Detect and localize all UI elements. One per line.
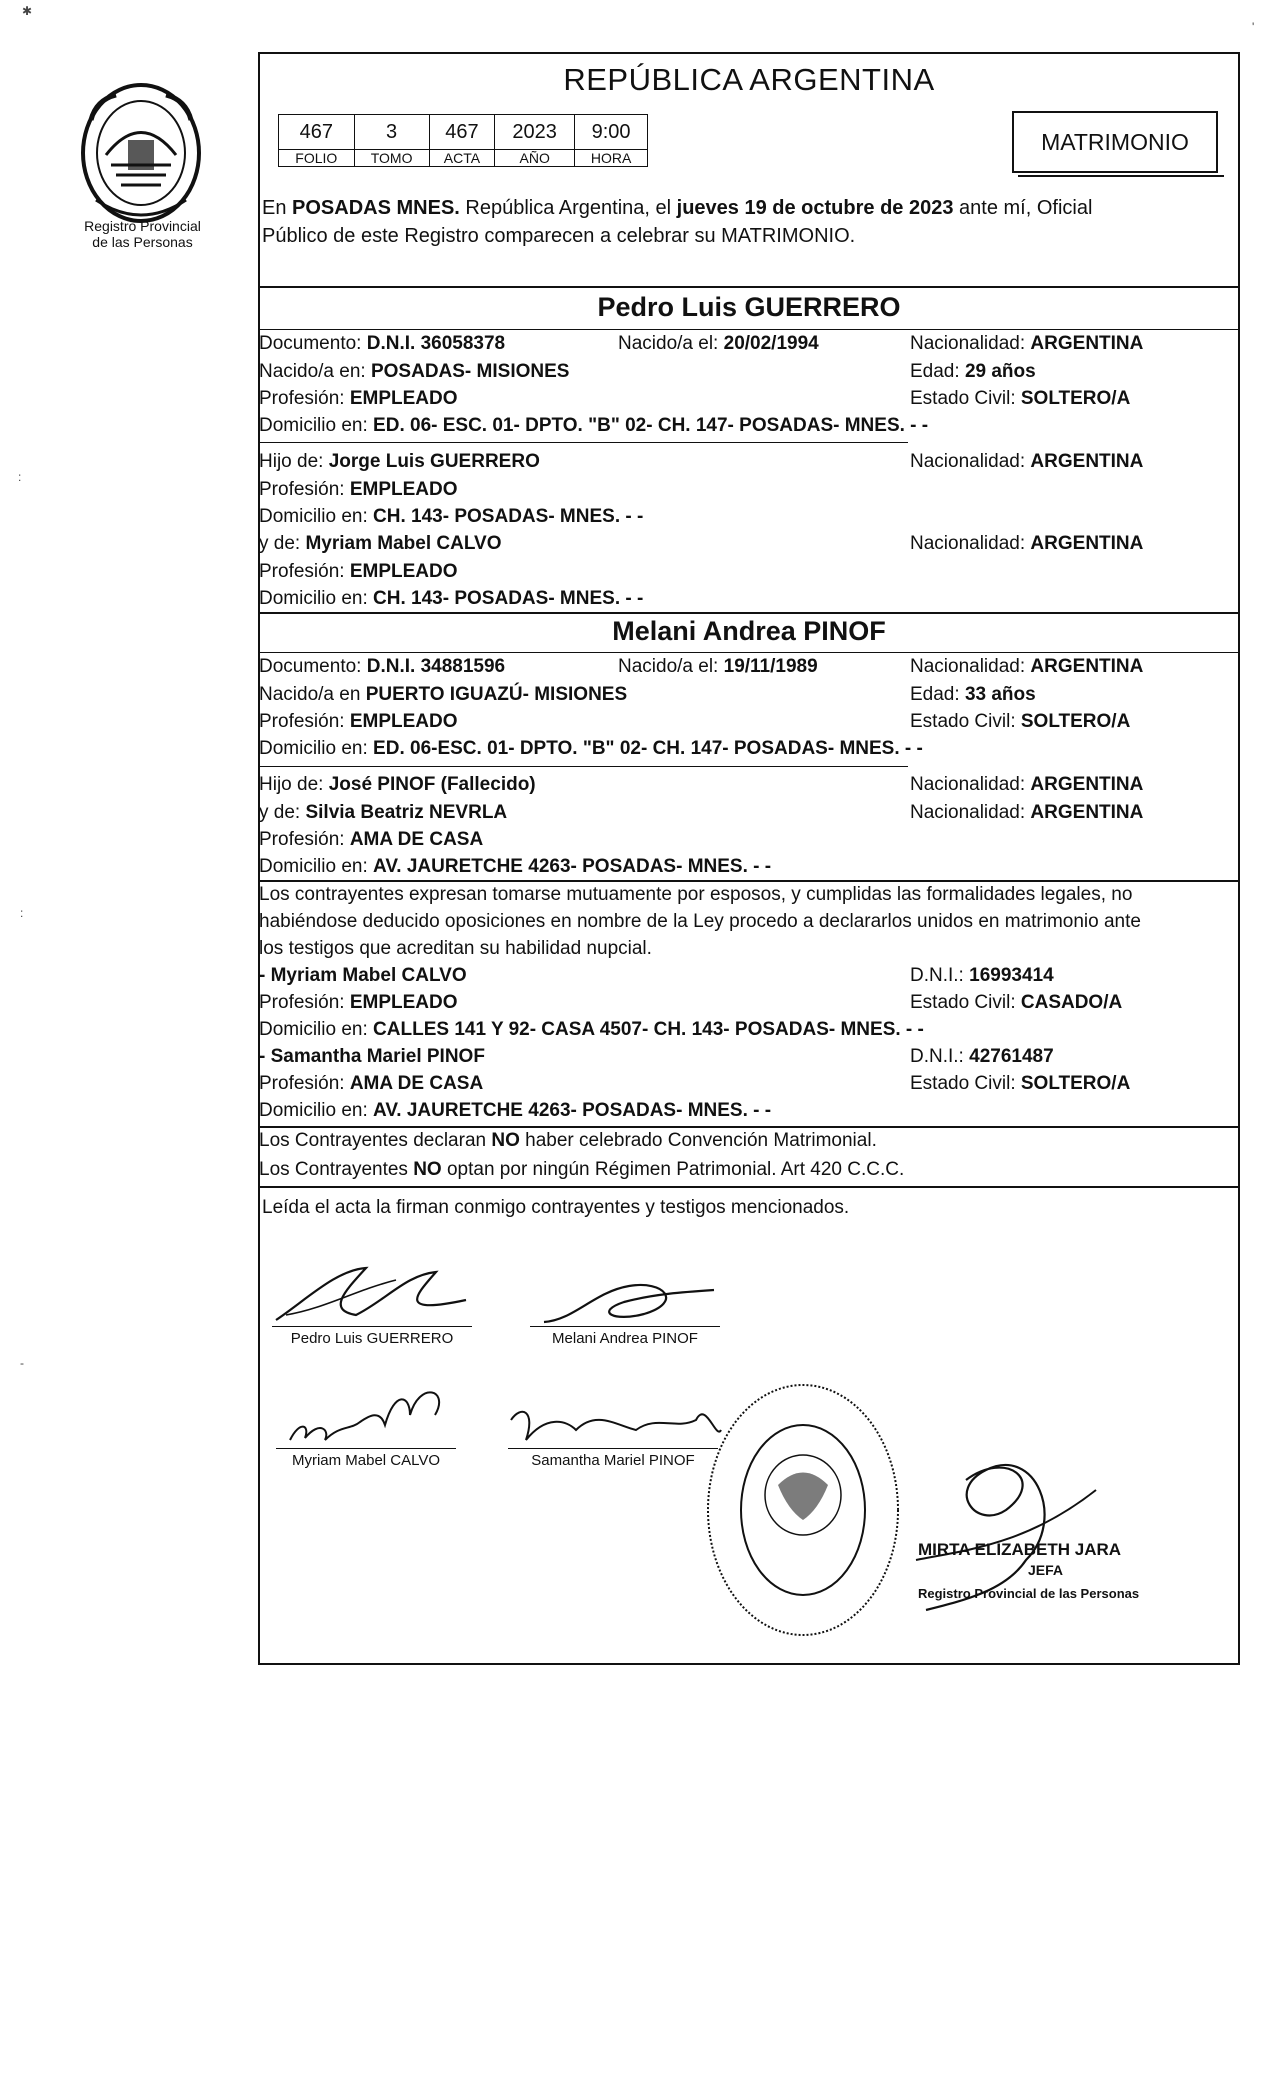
- value: ARGENTINA: [1030, 533, 1144, 554]
- bride-nationality: [910, 655, 1143, 679]
- declaration-line3: los testigos que acreditan su habilidad nupcial.: [259, 938, 652, 959]
- scan-speck: ': [1252, 20, 1255, 34]
- bride-signature: [534, 1272, 734, 1337]
- intro-line1: [262, 194, 1238, 222]
- label: Hijo de:: [259, 774, 329, 795]
- scan-speck: -: [20, 1356, 24, 1370]
- value: 16993414: [969, 965, 1054, 986]
- scan-speck: ✱: [22, 4, 33, 18]
- bride-birthplace: [259, 683, 627, 707]
- value: ARGENTINA: [1030, 774, 1144, 795]
- value: ARGENTINA: [1030, 333, 1144, 354]
- witness2-dni: [910, 1045, 1054, 1069]
- value: SOLTERO/A: [1020, 1073, 1131, 1094]
- label: Documento:: [259, 333, 367, 354]
- label: Nacido/a el:: [618, 656, 724, 677]
- groom-signature-name: Pedro Luis GUERRERO: [290, 1330, 454, 1347]
- convention-statement: [259, 1129, 877, 1153]
- registry-caption: [60, 218, 225, 250]
- value: 29 años: [964, 361, 1036, 382]
- signature-scribble-icon: [506, 1400, 726, 1450]
- groom-birthdate: [618, 332, 819, 356]
- value: ARGENTINA: [1030, 656, 1144, 677]
- label: Estado Civil:: [910, 992, 1021, 1013]
- value: EMPLEADO: [349, 561, 458, 582]
- groom-age: [910, 360, 1036, 384]
- declaration-line1: Los contrayentes expresan tomarse mutuamente por esposos, y cumplidas las formalidades legales, no: [259, 884, 1133, 905]
- label: Nacionalidad:: [910, 656, 1031, 677]
- label: Domicilio en:: [259, 415, 374, 436]
- registry-caption-line1: Registro Provincial: [84, 218, 201, 234]
- bride-profession: [259, 710, 458, 734]
- witness2-signature-name: Samantha Mariel PINOF: [531, 1452, 695, 1469]
- groom-mother-nationality: [910, 532, 1143, 556]
- value: EMPLEADO: [349, 479, 458, 500]
- groom-name-heading: Pedro Luis GUERRERO: [597, 292, 901, 322]
- label: Estado Civil:: [910, 711, 1021, 732]
- label: Domicilio en:: [259, 1019, 374, 1040]
- signature-scribble-icon: [270, 1370, 470, 1450]
- value: ARGENTINA: [1030, 451, 1144, 472]
- witness1-signature: [270, 1370, 470, 1455]
- label: D.N.I.:: [910, 1046, 970, 1067]
- label: Domicilio en:: [259, 588, 374, 609]
- country-title: REPÚBLICA ARGENTINA: [563, 62, 935, 97]
- intro-line2: Público de este Registro comparecen a celebrar su MATRIMONIO.: [262, 225, 856, 247]
- value: EMPLEADO: [349, 992, 458, 1013]
- groom-civil-status: [910, 387, 1130, 411]
- closing-statement: Leída el acta la firman conmigo contrayentes y testigos mencionados.: [262, 1197, 850, 1218]
- label: Hijo de:: [259, 451, 329, 472]
- label: Nacionalidad:: [910, 774, 1031, 795]
- intro-text: ante mí, Oficial: [953, 197, 1093, 219]
- province-logo: [66, 80, 216, 230]
- value: Jorge Luis GUERRERO: [328, 451, 540, 472]
- witness1-name: [259, 964, 467, 988]
- label: Profesión:: [259, 711, 350, 732]
- regime-statement: [259, 1158, 904, 1182]
- value: José PINOF (Fallecido): [328, 774, 536, 795]
- divider: [258, 880, 1240, 882]
- label: Profesión:: [259, 992, 350, 1013]
- label: Edad:: [910, 361, 965, 382]
- label: y de:: [259, 533, 306, 554]
- label: Profesión:: [259, 1073, 350, 1094]
- bride-mother-profession: [259, 828, 483, 852]
- bride-mother-nationality: [910, 801, 1143, 825]
- bride-address: [259, 737, 923, 761]
- groom-signature: [266, 1260, 476, 1335]
- intro-paragraph: [262, 194, 1238, 250]
- divider: [258, 1186, 1240, 1188]
- value: EMPLEADO: [349, 711, 458, 732]
- label: Nacionalidad:: [910, 533, 1031, 554]
- time-value: 9:00: [575, 115, 648, 150]
- bride-civil-status: [910, 710, 1130, 734]
- label: D.N.I.:: [910, 965, 970, 986]
- groom-mother-profession: [259, 560, 458, 584]
- label: Domicilio en:: [259, 856, 374, 877]
- value: Silvia Beatriz NEVRLA: [305, 802, 508, 823]
- time-label: HORA: [575, 150, 648, 167]
- groom-document: [259, 332, 505, 356]
- round-stamp-icon: [698, 1370, 908, 1650]
- text: optan por ningún Régimen Patrimonial. Art 420 C.C.C.: [441, 1159, 905, 1180]
- groom-mother: [259, 532, 502, 556]
- intro-place: POSADAS MNES.: [292, 197, 460, 219]
- value: ARGENTINA: [1030, 802, 1144, 823]
- registration-table: [278, 114, 648, 167]
- bride-mother: [259, 801, 507, 825]
- value: POSADAS- MISIONES: [370, 361, 570, 382]
- text: Los Contrayentes: [259, 1159, 414, 1180]
- groom-nationality: [910, 332, 1143, 356]
- bride-signature-name: Melani Andrea PINOF: [552, 1330, 698, 1347]
- groom-profession: [259, 387, 458, 411]
- official-office: Registro Provincial de las Personas: [918, 1586, 1140, 1601]
- official-title: JEFA: [1028, 1562, 1064, 1578]
- official-stamp: [698, 1370, 908, 1655]
- bride-father-nationality: [910, 773, 1143, 797]
- scan-speck: :: [20, 906, 24, 920]
- official-name: MIRTA ELIZABETH JARA: [918, 1540, 1122, 1559]
- intro-text: En: [262, 197, 293, 219]
- value: AMA DE CASA: [349, 829, 484, 850]
- label: Documento:: [259, 656, 367, 677]
- value: 42761487: [969, 1046, 1054, 1067]
- text: Los Contrayentes declaran: [259, 1130, 492, 1151]
- emphasis: NO: [491, 1130, 520, 1151]
- signature-line: [276, 1448, 456, 1449]
- witness1-dni: [910, 964, 1054, 988]
- folio-label: FOLIO: [279, 150, 355, 167]
- witness1-civil-status: [910, 991, 1122, 1015]
- signature-scribble-icon: [266, 1260, 476, 1330]
- witness2-profession: [259, 1072, 483, 1096]
- label: Profesión:: [259, 561, 350, 582]
- label: Nacionalidad:: [910, 333, 1031, 354]
- groom-mother-address: [259, 587, 643, 611]
- value: PUERTO IGUAZÚ- MISIONES: [365, 684, 628, 705]
- value: 20/02/1994: [723, 333, 819, 354]
- label: Profesión:: [259, 388, 350, 409]
- value: - Myriam Mabel CALVO: [259, 965, 467, 986]
- groom-father: [259, 450, 540, 474]
- value: - Samantha Mariel PINOF: [259, 1046, 485, 1067]
- value: ED. 06- ESC. 01- DPTO. "B" 02- CH. 147- POSADAS- MNES. - -: [373, 415, 929, 436]
- value: AV. JAURETCHE 4263- POSADAS- MNES. - -: [373, 856, 772, 877]
- label: Nacido/a en:: [259, 361, 371, 382]
- bride-birthdate: [618, 655, 818, 679]
- label: Profesión:: [259, 829, 350, 850]
- bride-age: [910, 683, 1036, 707]
- value: CALLES 141 Y 92- CASA 4507- CH. 143- POSADAS- MNES. - -: [373, 1019, 924, 1040]
- official-block: [918, 1540, 1139, 1604]
- value: SOLTERO/A: [1020, 711, 1131, 732]
- label: Nacionalidad:: [910, 451, 1031, 472]
- label: Profesión:: [259, 479, 350, 500]
- label: Nacido/a en: [259, 684, 366, 705]
- value: CH. 143- POSADAS- MNES. - -: [373, 588, 644, 609]
- bride-mother-address: [259, 855, 771, 879]
- value: Myriam Mabel CALVO: [305, 533, 502, 554]
- value: D.N.I. 36058378: [366, 333, 506, 354]
- signature-scribble-icon: [534, 1272, 734, 1332]
- groom-address: [259, 414, 928, 438]
- value: AMA DE CASA: [349, 1073, 484, 1094]
- signature-line: [508, 1448, 718, 1449]
- acta-value: 467: [429, 115, 495, 150]
- divider: [258, 612, 1240, 614]
- year-label: AÑO: [495, 150, 575, 167]
- divider: [258, 442, 908, 443]
- scan-speck: :: [18, 470, 22, 484]
- registry-caption-line2: de las Personas: [92, 234, 193, 250]
- value: CASADO/A: [1020, 992, 1123, 1013]
- groom-father-profession: [259, 478, 458, 502]
- groom-father-nationality: [910, 450, 1143, 474]
- divider: [258, 652, 1240, 653]
- bride-father: [259, 773, 536, 797]
- witness1-signature-name: Myriam Mabel CALVO: [291, 1452, 441, 1469]
- bride-name-heading: Melani Andrea PINOF: [612, 616, 886, 646]
- signature-line: [272, 1326, 472, 1327]
- emphasis: NO: [413, 1159, 442, 1180]
- divider: [258, 766, 908, 767]
- declaration-line2: habiéndose deducido oposiciones en nombre de la Ley procedo a declararlos unidos en matrimonio ante: [259, 911, 1141, 932]
- intro-text: República Argentina, el: [459, 197, 677, 219]
- value: D.N.I. 34881596: [366, 656, 506, 677]
- witness2-civil-status: [910, 1072, 1130, 1096]
- value: ED. 06-ESC. 01- DPTO. "B" 02- CH. 147- POSADAS- MNES. - -: [373, 738, 923, 759]
- witness1-address: [259, 1018, 924, 1042]
- value: 19/11/1989: [723, 656, 818, 677]
- label: Edad:: [910, 684, 965, 705]
- label: Domicilio en:: [259, 1100, 374, 1121]
- value: EMPLEADO: [349, 388, 458, 409]
- label: Estado Civil:: [910, 1073, 1021, 1094]
- groom-birthplace: [259, 360, 569, 384]
- signature-line: [530, 1326, 720, 1327]
- label: Domicilio en:: [259, 506, 374, 527]
- text: haber celebrado Convención Matrimonial.: [519, 1130, 877, 1151]
- label: Nacido/a el:: [618, 333, 724, 354]
- folio-value: 467: [279, 115, 355, 150]
- value: 33 años: [964, 684, 1036, 705]
- value: SOLTERO/A: [1020, 388, 1131, 409]
- label: Estado Civil:: [910, 388, 1021, 409]
- year-value: 2023: [495, 115, 575, 150]
- label: Nacionalidad:: [910, 802, 1031, 823]
- groom-father-address: [259, 505, 643, 529]
- acta-label: ACTA: [429, 150, 495, 167]
- witness1-profession: [259, 991, 458, 1015]
- record-type-box: MATRIMONIO: [1012, 111, 1218, 173]
- bride-document: [259, 655, 505, 679]
- value: AV. JAURETCHE 4263- POSADAS- MNES. - -: [373, 1100, 772, 1121]
- divider: [258, 329, 1240, 330]
- divider: [258, 1126, 1240, 1128]
- witness2-address: [259, 1099, 771, 1123]
- label: Domicilio en:: [259, 738, 374, 759]
- tomo-value: 3: [354, 115, 429, 150]
- divider: [258, 286, 1240, 288]
- tomo-label: TOMO: [354, 150, 429, 167]
- label: y de:: [259, 802, 306, 823]
- intro-date: jueves 19 de octubre de 2023: [676, 197, 954, 219]
- witness2-name: [259, 1045, 485, 1069]
- witness2-signature: [506, 1400, 726, 1455]
- value: CH. 143- POSADAS- MNES. - -: [373, 506, 644, 527]
- province-seal-icon: [66, 80, 216, 230]
